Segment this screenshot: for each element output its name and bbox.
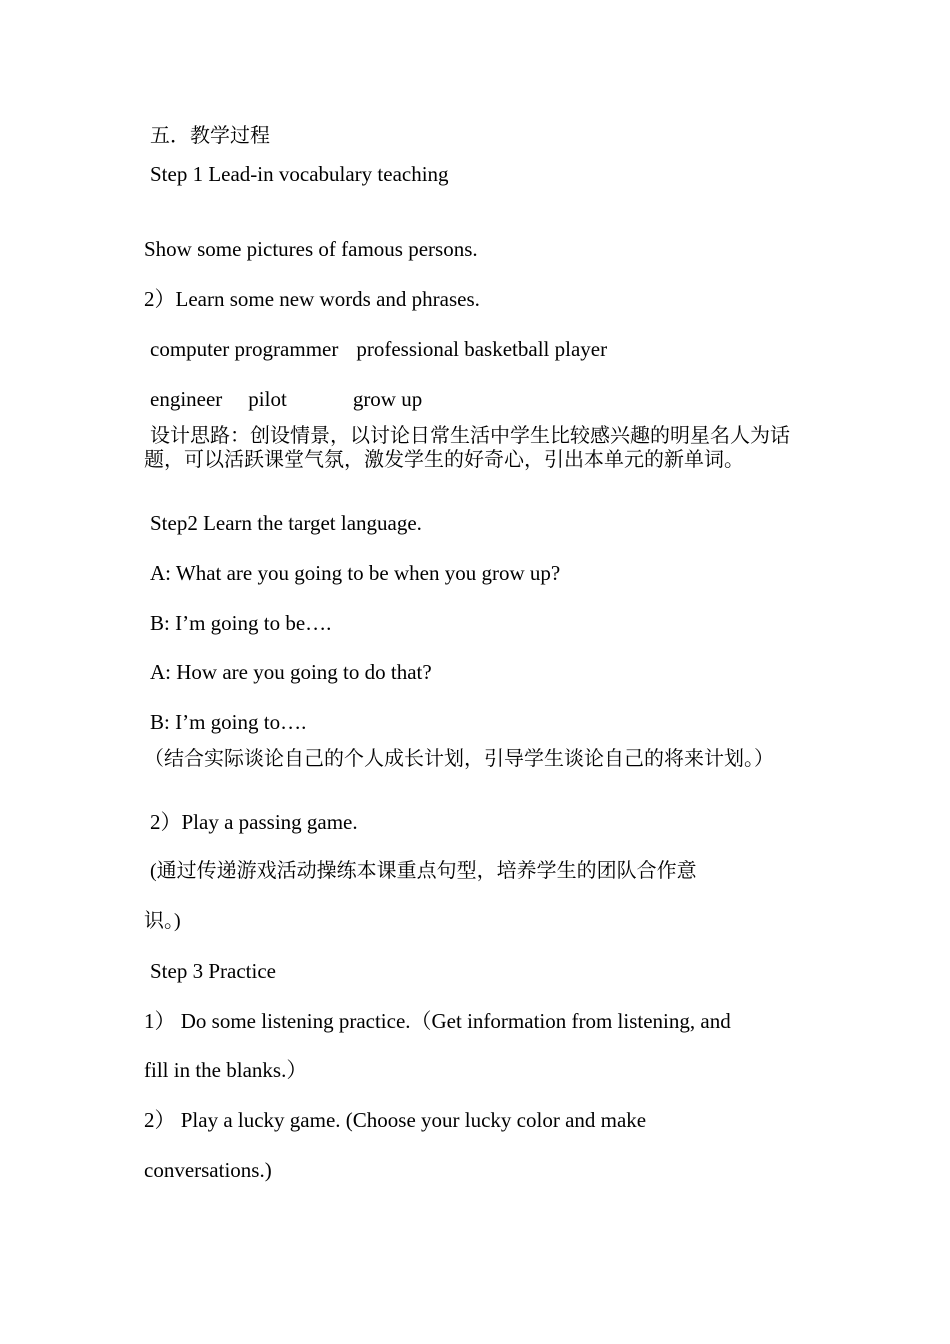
vocabulary-line-2	[150, 387, 422, 411]
step1-item2: 2）Learn some new words and phrases.	[144, 287, 480, 311]
step3-heading: Step 3 Practice	[150, 959, 276, 983]
step2-note1: （结合实际谈论自己的个人成长计划，引导学生谈论自己的将来计划。）	[144, 748, 774, 770]
step2-heading: Step2 Learn the target language.	[150, 511, 422, 535]
dialogue-line-3: A: How are you going to do that?	[150, 660, 432, 684]
step2-note2-line1: (通过传递游戏活动操练本课重点句型，培养学生的团队合作意	[150, 860, 697, 882]
dialogue-line-4: B: I’m going to….	[150, 710, 307, 734]
step2-item2: 2）Play a passing game.	[150, 810, 358, 834]
step1-heading: Step 1 Lead-in vocabulary teaching	[150, 162, 449, 186]
vocab-professional-basketball-player: professional basketball player	[356, 337, 608, 361]
vocab-grow-up: grow up	[352, 387, 423, 411]
step3-item2-line2: conversations.)	[144, 1158, 272, 1182]
dialogue-line-1: A: What are you going to be when you grow up?	[150, 561, 561, 585]
vocab-computer-programmer: computer programmer	[150, 337, 339, 361]
vocab-pilot: pilot	[248, 387, 287, 411]
step1-item1: Show some pictures of famous persons.	[144, 237, 478, 261]
dialogue-line-2: B: I’m going to be….	[150, 611, 332, 635]
step3-item1-line2: fill in the blanks.）	[144, 1058, 308, 1082]
step3-item2-line1: 2） Play a lucky game. (Choose your lucky color and make	[144, 1108, 647, 1132]
vocabulary-line-1	[150, 337, 607, 361]
vocab-engineer: engineer	[150, 387, 223, 411]
step2-note2-line2: 识。)	[144, 910, 181, 932]
section-title: 五．教学过程	[150, 125, 270, 147]
design-note: 设计思路：创设情景，以讨论日常生活中学生比较感兴趣的明星名人为话题，可以活跃课堂气氛，激发学生的好奇心，引出本单元的新单词。	[144, 425, 790, 471]
step3-item1-line1: 1） Do some listening practice.（Get information from listening, and	[144, 1009, 731, 1033]
